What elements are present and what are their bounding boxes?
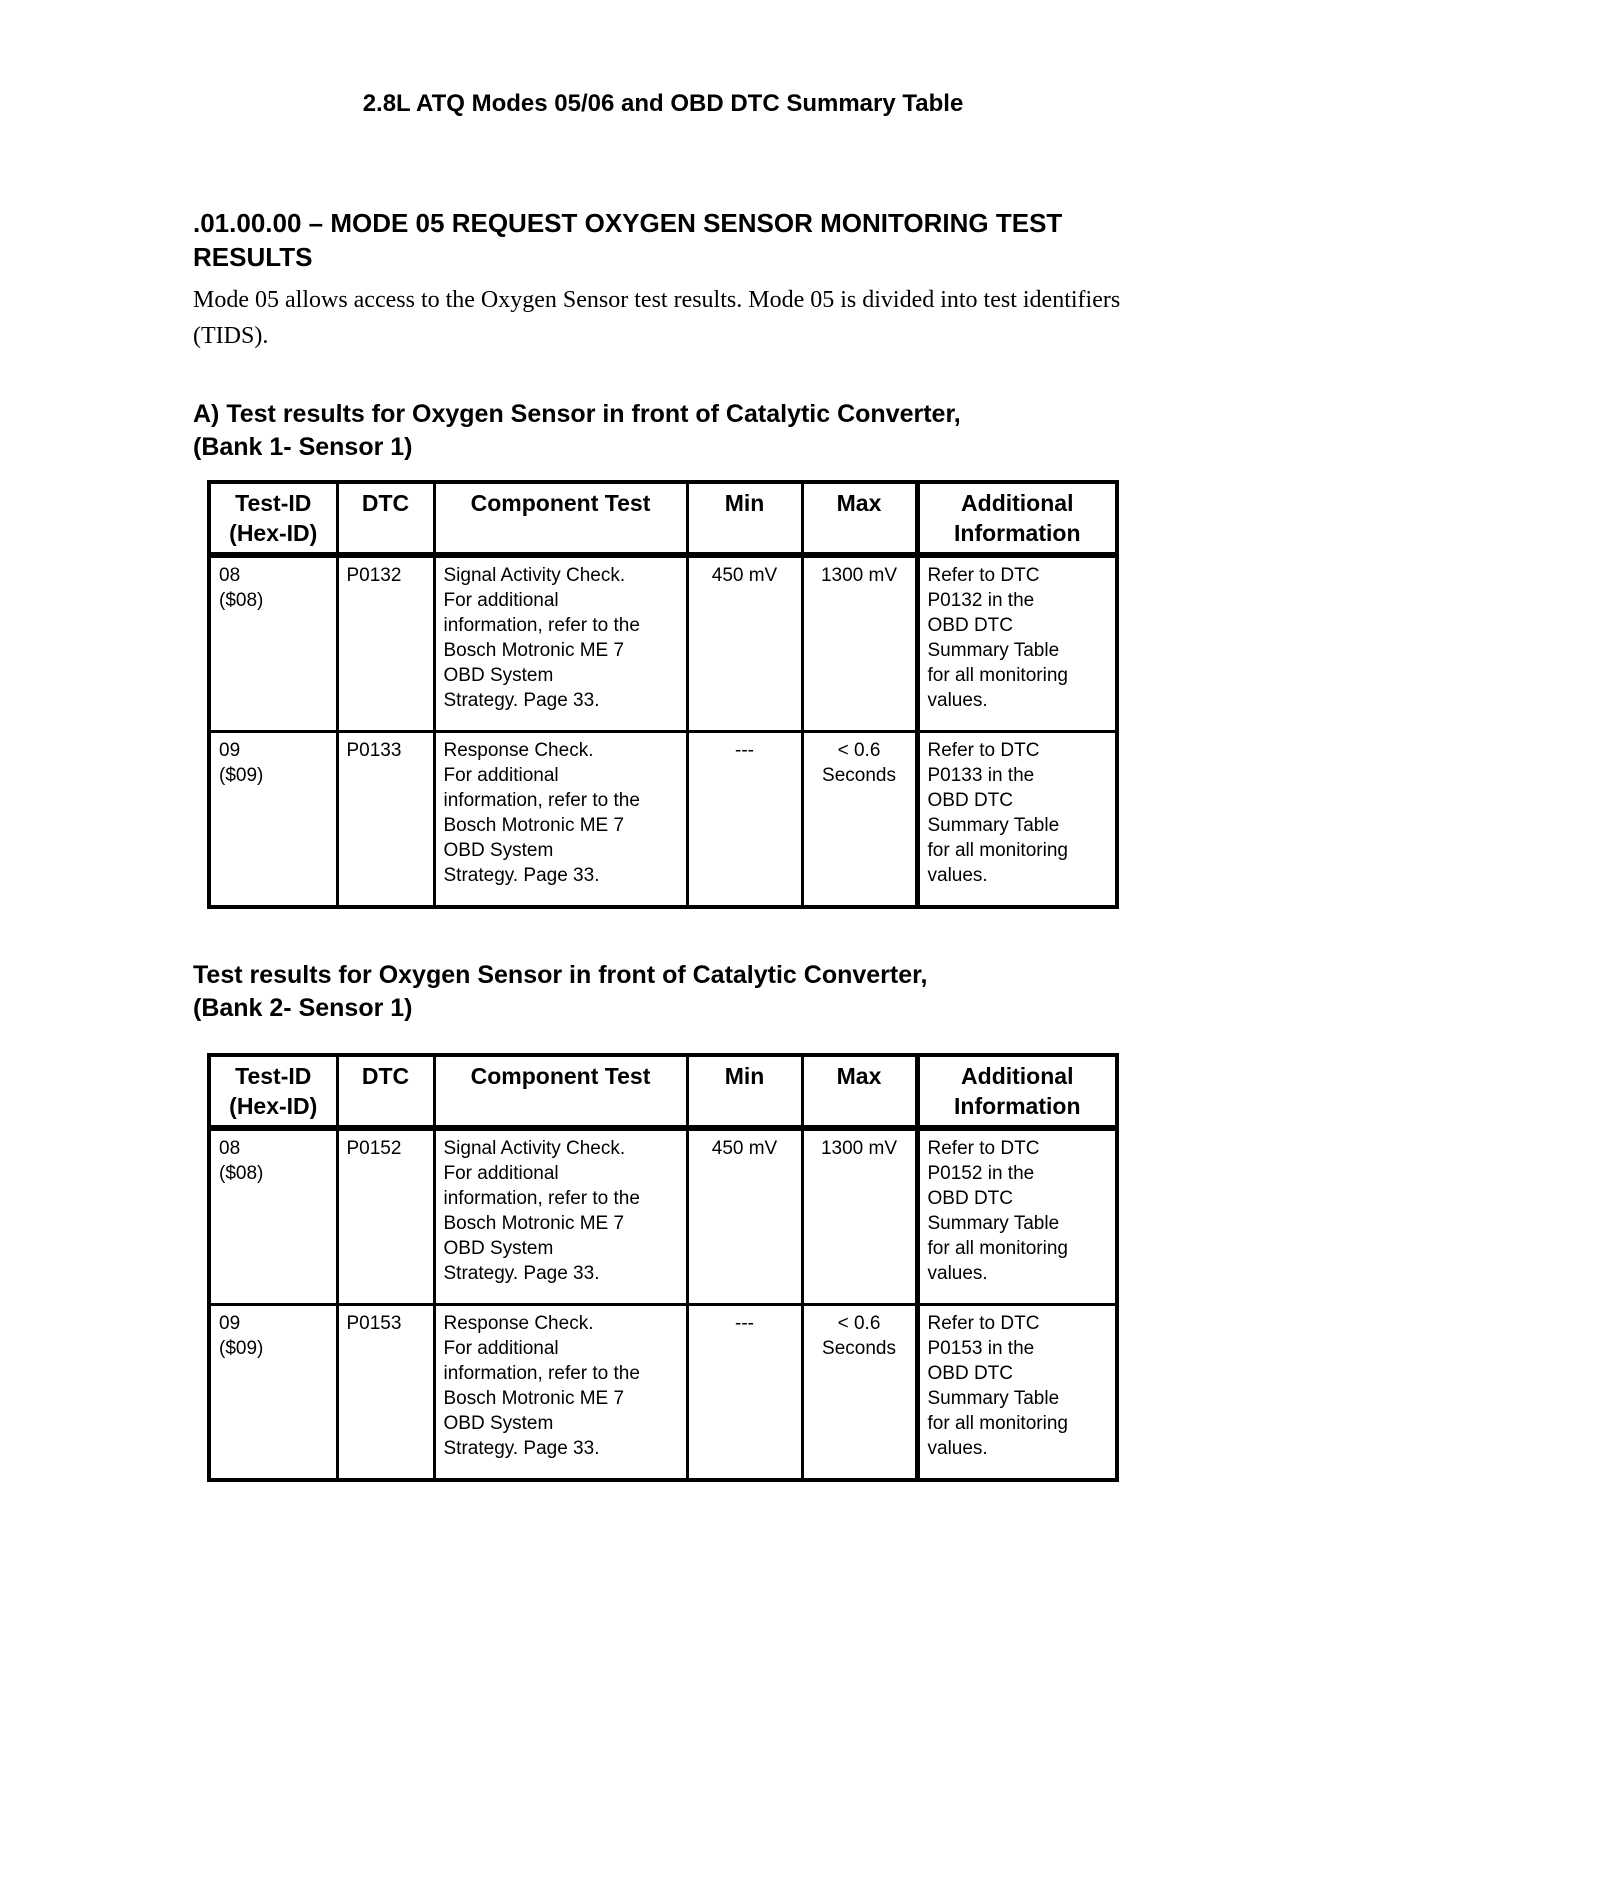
cell-max: 1300 mV	[802, 1128, 917, 1305]
cell-additional-information: Refer to DTC P0152 in the OBD DTC Summary Table for all monitoring values.	[917, 1128, 1117, 1305]
col-header-additional-information: Additional Information	[917, 482, 1117, 555]
intro-paragraph: Mode 05 allows access to the Oxygen Sensor test results. Mode 05 is divided into test identifiers (TIDS).	[193, 287, 1121, 349]
cell-dtc: P0133	[337, 732, 434, 908]
col-header-dtc: DTC	[337, 1055, 434, 1128]
cell-component-test: Signal Activity Check. For additional information, refer to the Bosch Motronic ME 7 OBD System Strategy. Page 33.	[434, 1128, 687, 1305]
dtc-table-bank2	[207, 1053, 1119, 1482]
cell-dtc: P0152	[337, 1128, 434, 1305]
cell-component-test: Response Check. For additional information, refer to the Bosch Motronic ME 7 OBD System Strategy. Page 33.	[434, 732, 687, 908]
col-header-test-id: Test-ID (Hex-ID)	[209, 1055, 337, 1128]
col-header-max: Max	[802, 1055, 917, 1128]
header-row	[209, 1055, 1117, 1128]
table-heading-bank2: Test results for Oxygen Sensor in front of Catalytic Converter, (Bank 2- Sensor 1)	[193, 961, 928, 1022]
table-row	[209, 1305, 1117, 1481]
page-content	[193, 0, 1133, 1482]
header-row	[209, 482, 1117, 555]
cell-max: 1300 mV	[802, 555, 917, 732]
cell-additional-information: Refer to DTC P0153 in the OBD DTC Summary Table for all monitoring values.	[917, 1305, 1117, 1481]
cell-test-id: 09 ($09)	[209, 1305, 337, 1481]
cell-min: 450 mV	[687, 1128, 802, 1305]
col-header-max: Max	[802, 482, 917, 555]
table-row	[209, 732, 1117, 908]
col-header-min: Min	[687, 482, 802, 555]
document-title: 2.8L ATQ Modes 05/06 and OBD DTC Summary Table	[362, 90, 964, 117]
cell-component-test: Response Check. For additional information, refer to the Bosch Motronic ME 7 OBD System Strategy. Page 33.	[434, 1305, 687, 1481]
cell-test-id: 08 ($08)	[209, 555, 337, 732]
cell-test-id: 08 ($08)	[209, 1128, 337, 1305]
col-header-component-test: Component Test	[434, 1055, 687, 1128]
cell-additional-information: Refer to DTC P0132 in the OBD DTC Summary Table for all monitoring values.	[917, 555, 1117, 732]
col-header-test-id: Test-ID (Hex-ID)	[209, 482, 337, 555]
cell-dtc: P0132	[337, 555, 434, 732]
cell-min: ---	[687, 732, 802, 908]
cell-dtc: P0153	[337, 1305, 434, 1481]
col-header-component-test: Component Test	[434, 482, 687, 555]
cell-max: < 0.6 Seconds	[802, 732, 917, 908]
cell-min: ---	[687, 1305, 802, 1481]
section-heading: .01.00.00 – MODE 05 REQUEST OXYGEN SENSOR MONITORING TEST RESULTS	[193, 208, 1063, 272]
col-header-dtc: DTC	[337, 482, 434, 555]
cell-additional-information: Refer to DTC P0133 in the OBD DTC Summary Table for all monitoring values.	[917, 732, 1117, 908]
cell-max: < 0.6 Seconds	[802, 1305, 917, 1481]
table-row	[209, 555, 1117, 732]
table-heading-bank1: A) Test results for Oxygen Sensor in front of Catalytic Converter, (Bank 1- Sensor 1)	[193, 400, 961, 461]
col-header-additional-information: Additional Information	[917, 1055, 1117, 1128]
table-row	[209, 1128, 1117, 1305]
cell-component-test: Signal Activity Check. For additional information, refer to the Bosch Motronic ME 7 OBD System Strategy. Page 33.	[434, 555, 687, 732]
cell-min: 450 mV	[687, 555, 802, 732]
cell-test-id: 09 ($09)	[209, 732, 337, 908]
dtc-table-bank1	[207, 480, 1119, 909]
col-header-min: Min	[687, 1055, 802, 1128]
